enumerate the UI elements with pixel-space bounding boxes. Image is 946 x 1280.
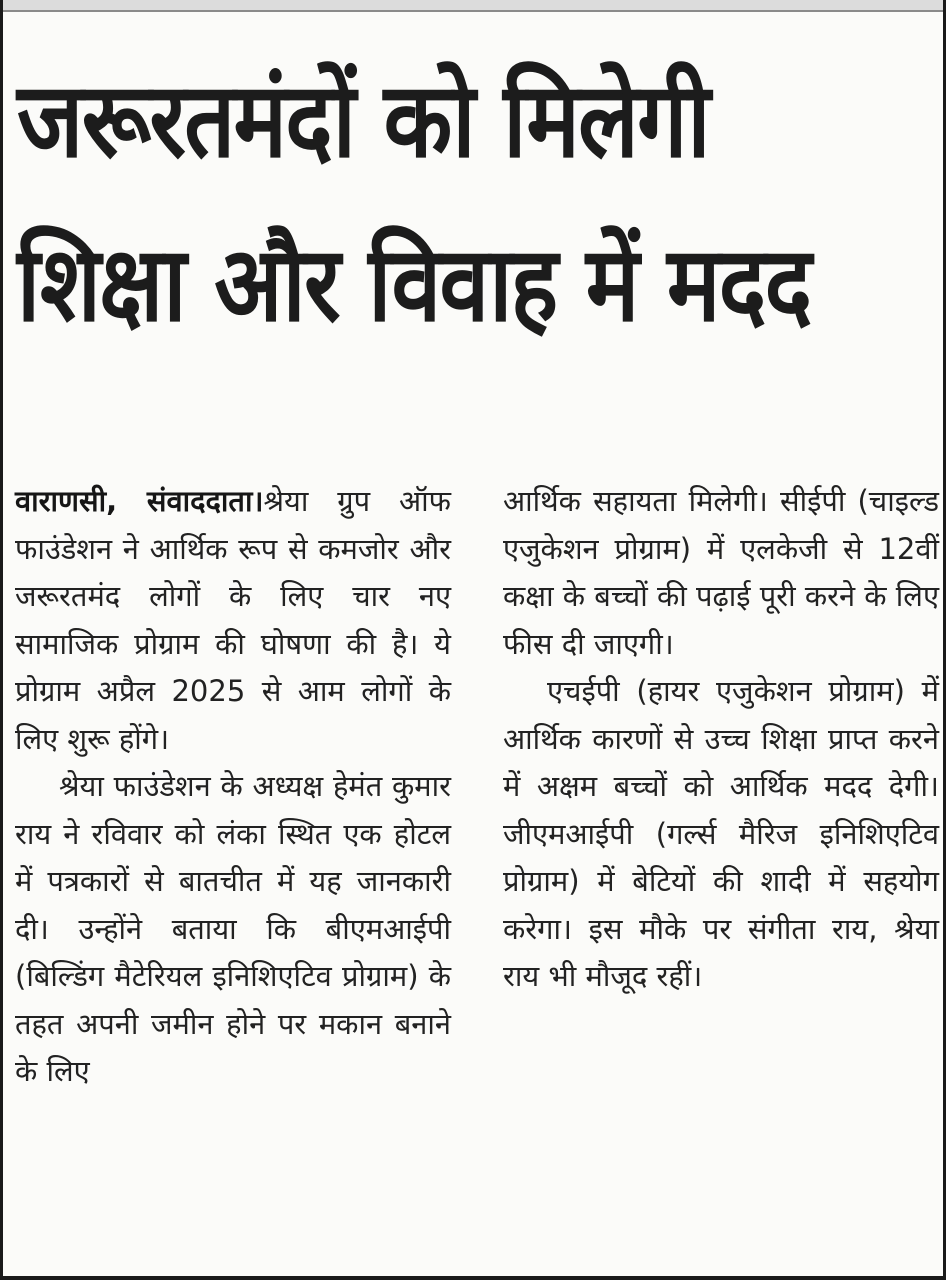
headline-line-1: जरूरतमंदों को मिलेगी bbox=[17, 59, 709, 181]
article-paragraph-1 bbox=[15, 478, 451, 763]
article-column-right bbox=[503, 478, 939, 1001]
article-paragraph-3: आर्थिक सहायता मिलेगी। सीईपी (चाइल्ड एजुकेशन प्रोग्राम) में एलकेजी से 12वीं कक्षा के बच्चों की पढ़ाई पूरी करने के लिए फीस दी जाएगी। bbox=[503, 484, 939, 661]
article-column-left bbox=[15, 478, 451, 1096]
dateline: वाराणसी, संवाददाता। bbox=[15, 484, 264, 518]
article-paragraph-2: श्रेया फाउंडेशन के अध्यक्ष हेमंत कुमार राय ने रविवार को लंका स्थित एक होटल में पत्रकारों से बातचीत में यह जानकारी दी। उन्होंने बताया कि बीएमआईपी (बिल्डिंग मैटेरियल इनिशिएटिव प्रोग्राम) के तहत अपनी जमीन होने पर मकान बनाने के लिए bbox=[15, 769, 451, 1088]
headline bbox=[17, 38, 811, 366]
headline-line-2: शिक्षा और विवाह में मदद bbox=[17, 223, 811, 345]
paragraph-1-text: श्रेया ग्रुप ऑफ फाउंडेशन ने आर्थिक रूप से कमजोर और जरूरतमंद लोगों के लिए चार नए सामाजिक प्रोग्राम की घोषणा की है। ये प्रोग्राम अप्रैल 2025 से आम लोगों के लिए शुरू होंगे। bbox=[15, 484, 451, 756]
article-paragraph-4: एचईपी (हायर एजुकेशन प्रोग्राम) में आर्थिक कारणों से उच्च शिक्षा प्राप्त करने में अक्षम बच्चों को आर्थिक मदद देगी। जीएमआईपी (गर्ल्स मैरिज इनिशिएटिव प्रोग्राम) में बेटियों की शादी में सहयोग करेगा। इस मौके पर संगीता राय, श्रेया राय भी मौजूद रहीं। bbox=[503, 674, 939, 993]
scan-top-edge bbox=[3, 0, 943, 12]
column-gutter bbox=[473, 474, 474, 1254]
